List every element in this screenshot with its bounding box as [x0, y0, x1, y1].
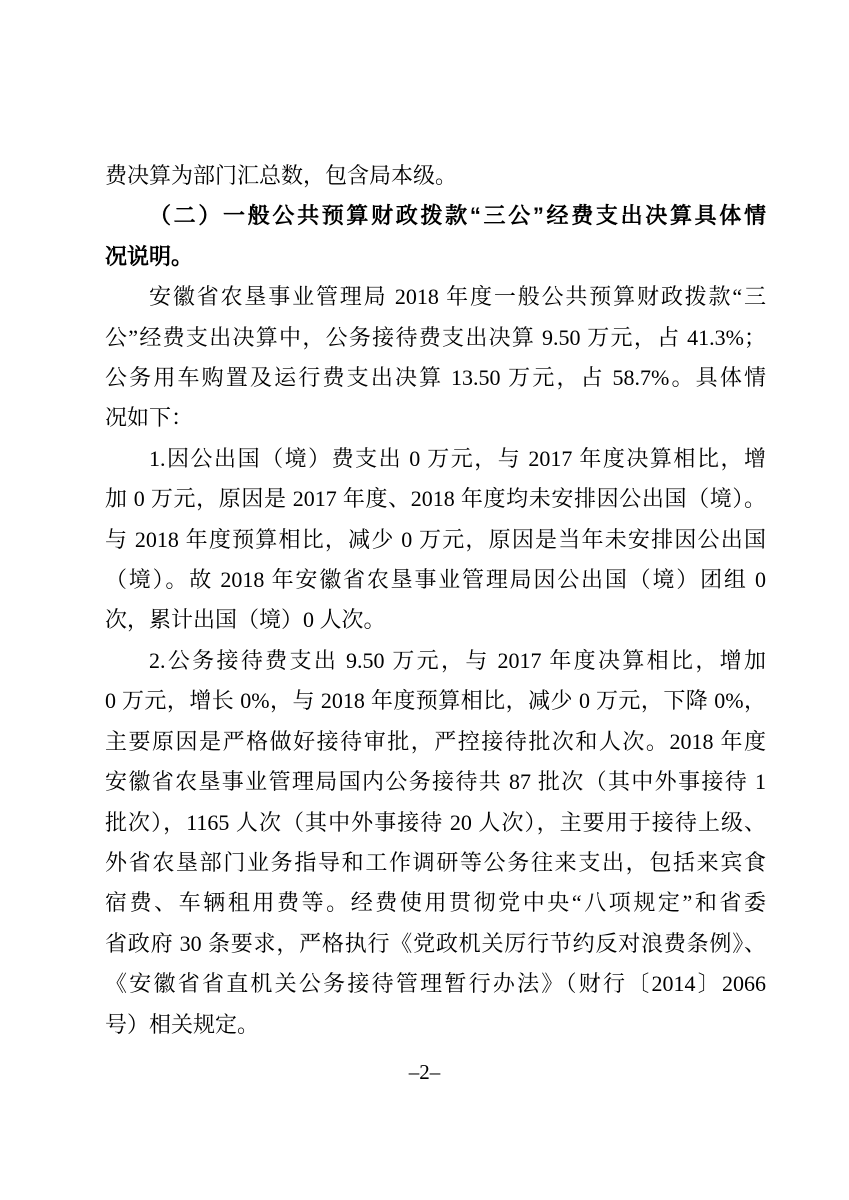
- text-line: 2.公务接待费支出 9.50 万元，与 2017 年度决算相比，增加: [149, 647, 766, 673]
- text-line: 安徽省农垦事业管理局 2018 年度一般公共预算财政拨款“三: [149, 284, 766, 310]
- text-line: 0 万元，增长 0%，与 2018 年度预算相比，减少 0 万元，下降 0%，: [105, 688, 766, 714]
- page-number: –2–: [408, 1060, 441, 1084]
- text-line: 公务用车购置及运行费支出决算 13.50 万元，占 58.7%。具体情: [105, 365, 766, 391]
- text-line: 费决算为部门汇总数，包含局本级。: [105, 163, 458, 188]
- text-line: 外省农垦部门业务指导和工作调研等公务往来支出，包括来宾食: [105, 849, 766, 875]
- text-line: 与 2018 年度预算相比，减少 0 万元，原因是当年未安排因公出国: [105, 526, 766, 552]
- document-body: [105, 156, 766, 1045]
- text-line: 号）相关规定。: [105, 1011, 260, 1037]
- text-line: 安徽省农垦事业管理局国内公务接待共 87 批次（其中外事接待 1: [105, 769, 766, 795]
- text-line: 宿费、车辆租用费等。经费使用贯彻党中央“八项规定”和省委: [105, 890, 766, 916]
- text-line: 《安徽省省直机关公务接待管理暂行办法》（财行〔2014〕2066: [105, 971, 766, 997]
- text-line: 批次），1165 人次（其中外事接待 20 人次），主要用于接待上级、: [105, 809, 766, 835]
- text-line: 次，累计出国（境）0 人次。: [105, 607, 386, 633]
- text-line: 1.因公出国（境）费支出 0 万元，与 2017 年度决算相比，增: [149, 445, 766, 471]
- text-line: 主要原因是严格做好接待审批，严控接待批次和人次。2018 年度: [105, 728, 766, 754]
- text-line: （二）一般公共预算财政拨款“三公”经费支出决算具体情: [149, 203, 766, 229]
- text-line: （境）。故 2018 年安徽省农垦事业管理局因公出国（境）团组 0: [105, 567, 766, 593]
- text-line: 公”经费支出决算中，公务接待费支出决算 9.50 万元，占 41.3%；: [105, 324, 766, 350]
- text-line: 省政府 30 条要求，严格执行《党政机关厉行节约反对浪费条例》、: [105, 930, 766, 956]
- text-line: 况说明。: [105, 243, 194, 269]
- text-line: 加 0 万元，原因是 2017 年度、2018 年度均未安排因公出国（境）。: [105, 486, 766, 512]
- text-line: 况如下：: [105, 405, 194, 431]
